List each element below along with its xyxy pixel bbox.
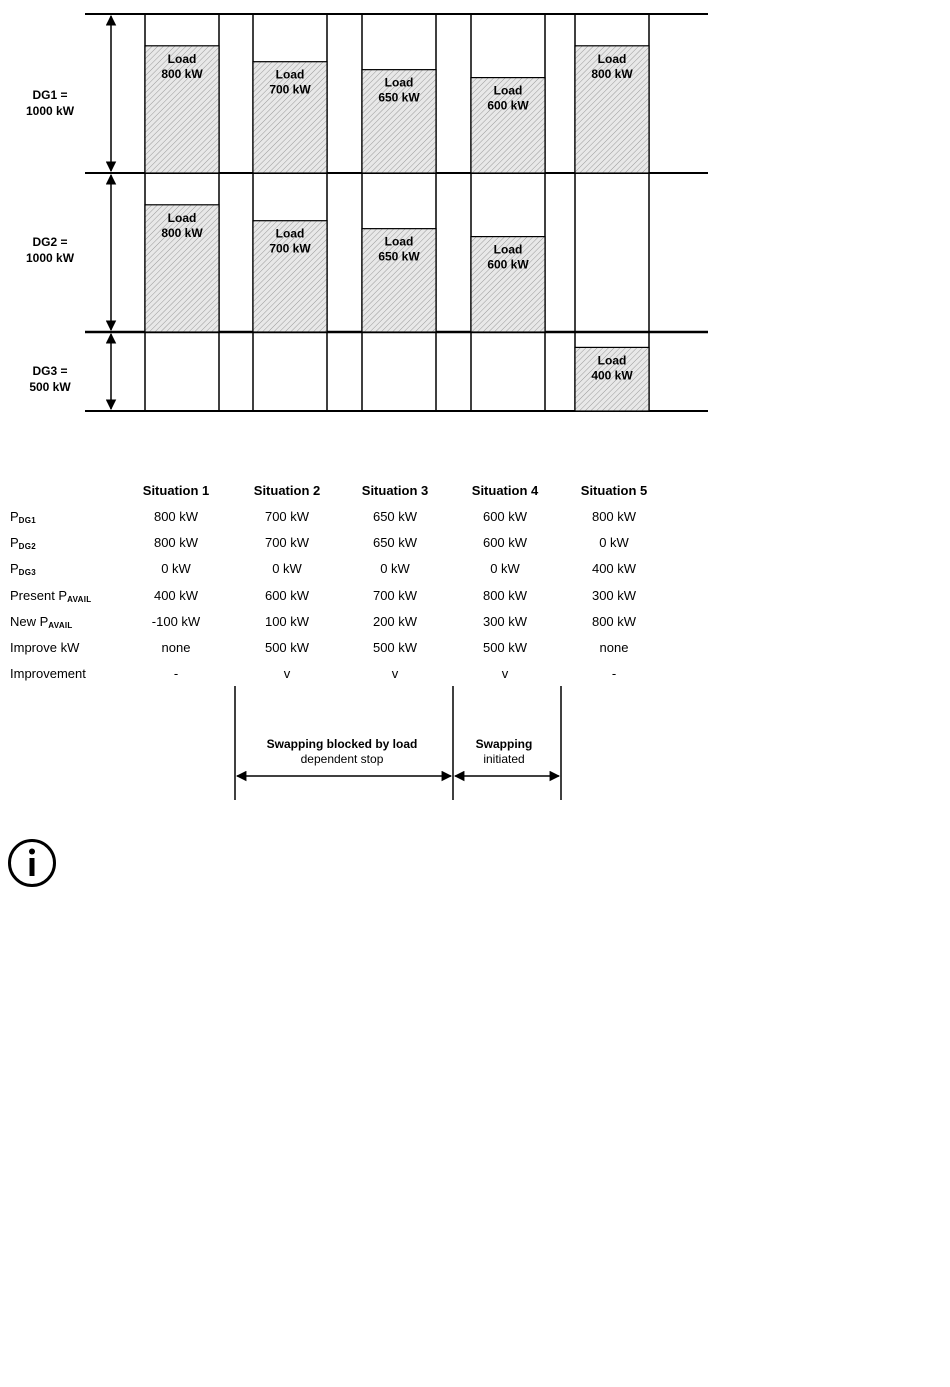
table-row-label [10,561,36,577]
table-cell: v [501,666,509,682]
table-cell: 800 kW [591,509,637,524]
load-word-label: Load [597,353,627,368]
table-cell: 800 kW [482,587,528,603]
table-cell: 500 kW [372,640,418,655]
table-row-label [10,535,36,551]
table-row-label [10,640,79,655]
row-label-main: Improve kW [10,640,80,655]
dg2-label: DG2 = [32,235,68,249]
load-word-label: Load [384,75,414,90]
load-value-label: 650 kW [378,90,420,105]
load-word-label: Load [493,242,523,257]
initiated-label-line1: Swapping [475,737,533,751]
table-cell: - [611,666,617,682]
dg1-rating: 1000 kW [25,104,75,118]
table-cell: 700 kW [264,509,310,524]
initiated-label-line2: initiated [483,752,525,766]
dg2-rating: 1000 kW [25,251,75,265]
info-icon [7,838,57,888]
table-cell: 650 kW [372,535,418,551]
table-cell: 700 kW [372,587,418,603]
table-cell: v [283,666,291,682]
load-word-label: Load [597,51,627,66]
table-row-label [10,666,86,681]
table-cell: - [173,666,179,682]
row-label-main: P [10,561,19,577]
row-label-subscript: DG3 [18,568,37,578]
load-word-label: Load [493,83,523,98]
table-cell: 0 kW [599,535,629,551]
load-value-label: 700 kW [269,82,311,97]
table-cell: 600 kW [482,509,528,524]
table-cell: 500 kW [482,640,528,655]
table-row-label [10,509,36,525]
table-cell: 0 kW [490,561,520,577]
row-label-main: Present P [10,587,68,603]
load-value-label: 600 kW [487,98,529,113]
table-cell: none [599,640,629,655]
load-value-label: 600 kW [487,257,529,272]
table-cell: 500 kW [264,640,310,655]
blocked-label-line1: Swapping blocked by load [266,737,418,751]
table-header-situation-5: Situation 5 [580,483,648,498]
row-label-subscript: DG2 [18,542,37,552]
row-label-main: Improvement [10,666,86,682]
table-cell: 200 kW [372,613,418,629]
table-cell: 600 kW [264,587,310,603]
load-word-label: Load [275,226,305,241]
row-label-subscript: DG1 [18,516,37,525]
load-value-label: 700 kW [269,241,311,256]
table-cell: 400 kW [591,561,637,577]
load-value-label: 650 kW [378,249,420,264]
load-word-label: Load [275,67,305,82]
table-cell: 0 kW [380,561,410,577]
load-word-label: Load [167,210,197,225]
dg3-label: DG3 = [32,364,68,378]
table-cell: 700 kW [264,535,310,551]
blocked-label-line2: dependent stop [300,752,384,766]
load-word-label: Load [384,234,414,249]
table-cell: 300 kW [591,587,637,603]
row-label-subscript: AVAIL [48,620,73,630]
table-header-situation-3: Situation 3 [361,483,429,498]
load-word-label: Load [167,51,197,66]
table-cell: 0 kW [161,561,191,577]
row-label-main: New P [10,613,49,629]
dg1-label: DG1 = [32,88,68,102]
table-cell: v [391,666,399,682]
table-cell: 800 kW [153,535,199,551]
table-cell: 300 kW [482,613,528,629]
table-header-situation-2: Situation 2 [253,483,321,498]
row-label-subscript: AVAIL [67,594,92,604]
row-label-main: P [10,509,19,524]
row-label-main: P [10,535,19,551]
table-cell: 600 kW [482,535,528,551]
table-cell: none [161,640,191,655]
load-value-label: 800 kW [591,66,633,81]
table-cell: 100 kW [264,613,310,629]
table-cell: 650 kW [372,509,418,524]
load-value-label: 400 kW [591,368,633,383]
table-cell: -100 kW [151,613,201,629]
dg3-rating: 500 kW [29,380,71,394]
table-cell: 800 kW [153,509,199,524]
load-value-label: 800 kW [161,225,203,240]
table-row-label [10,588,91,604]
table-header-situation-4: Situation 4 [471,483,539,498]
table-cell: 400 kW [153,587,199,603]
table-header-situation-1: Situation 1 [142,483,210,498]
table-cell: 0 kW [272,561,302,577]
table-cell: 800 kW [591,613,637,629]
load-value-label: 800 kW [161,66,203,81]
table-row-label [10,614,73,630]
